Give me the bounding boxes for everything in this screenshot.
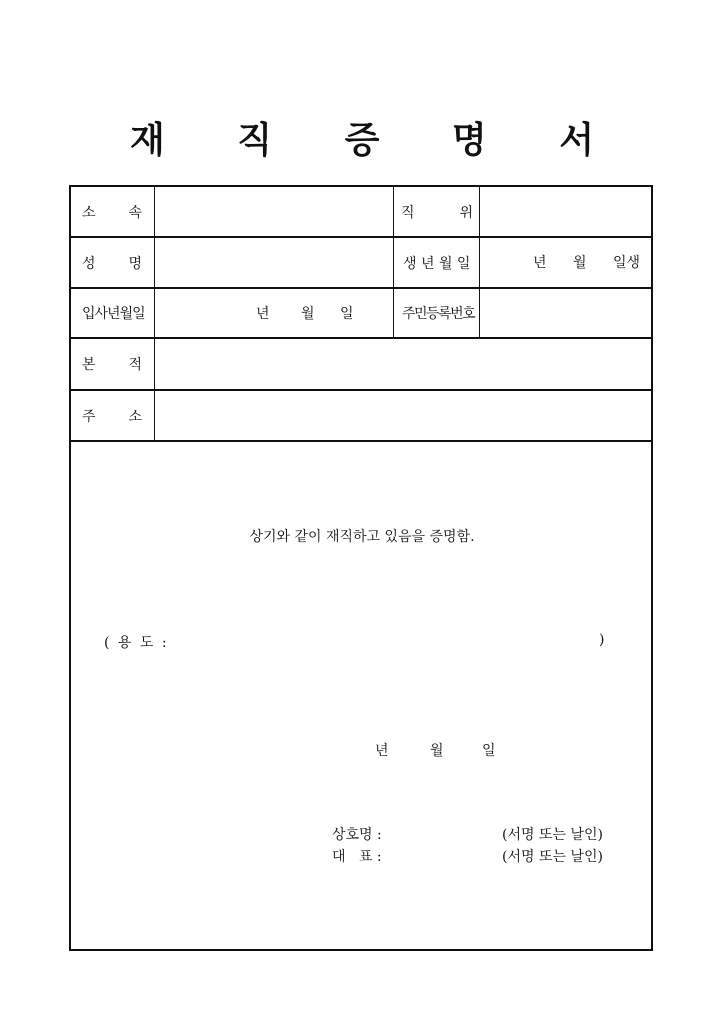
column-divider	[479, 186, 480, 338]
address-field[interactable]	[156, 391, 651, 440]
column-divider	[154, 186, 155, 441]
label-char: 직	[401, 204, 415, 221]
join-year-unit: 년	[256, 306, 270, 322]
join-day-unit: 일	[340, 306, 354, 322]
label-resident-number: 주민등록번호	[402, 306, 475, 322]
resident-number-field[interactable]	[481, 289, 651, 337]
label-birthdate: 생 년 월 일	[403, 255, 471, 272]
label-affiliation	[82, 187, 142, 236]
issue-day-unit: 일	[482, 743, 496, 759]
label-join-date: 입사년월일	[82, 306, 145, 322]
birth-year-unit: 년	[533, 255, 547, 271]
affiliation-field[interactable]	[156, 187, 392, 236]
label-char: 명	[128, 255, 142, 272]
label-char: 소	[82, 204, 96, 221]
origin-field[interactable]	[156, 339, 651, 389]
join-month-unit: 월	[301, 306, 315, 322]
label-char: 주	[82, 408, 96, 425]
label-char: 속	[128, 204, 142, 221]
position-field[interactable]	[481, 187, 651, 236]
label-char: 소	[128, 408, 142, 425]
purpose-close: )	[599, 632, 605, 648]
birth-day-unit: 일생	[613, 255, 641, 271]
purpose-label: ( 용 도 :	[104, 635, 169, 651]
representative-sign-note: (서명 또는 날인)	[502, 849, 603, 865]
label-char: 성	[82, 255, 96, 272]
label-position	[401, 187, 473, 236]
column-divider	[393, 186, 394, 338]
company-sign-note: (서명 또는 날인)	[502, 827, 603, 843]
label-name	[82, 238, 142, 287]
label-origin	[82, 339, 142, 389]
label-char: 적	[128, 357, 142, 373]
certification-statement: 상기와 같이 재직하고 있음을 증명함.	[249, 529, 475, 545]
issue-month-unit: 월	[430, 743, 444, 759]
label-char: 위	[459, 204, 473, 221]
name-field[interactable]	[156, 238, 392, 287]
label-address	[82, 391, 142, 440]
label-char: 본	[82, 357, 96, 373]
birth-month-unit: 월	[573, 255, 587, 271]
issue-year-unit: 년	[375, 743, 389, 759]
representative-label: 대 표 :	[332, 849, 382, 865]
company-label: 상호명 :	[332, 827, 382, 843]
document-title: 재 직 증 명 서	[129, 119, 624, 161]
purpose-field[interactable]	[170, 626, 590, 654]
row-divider	[69, 440, 653, 442]
